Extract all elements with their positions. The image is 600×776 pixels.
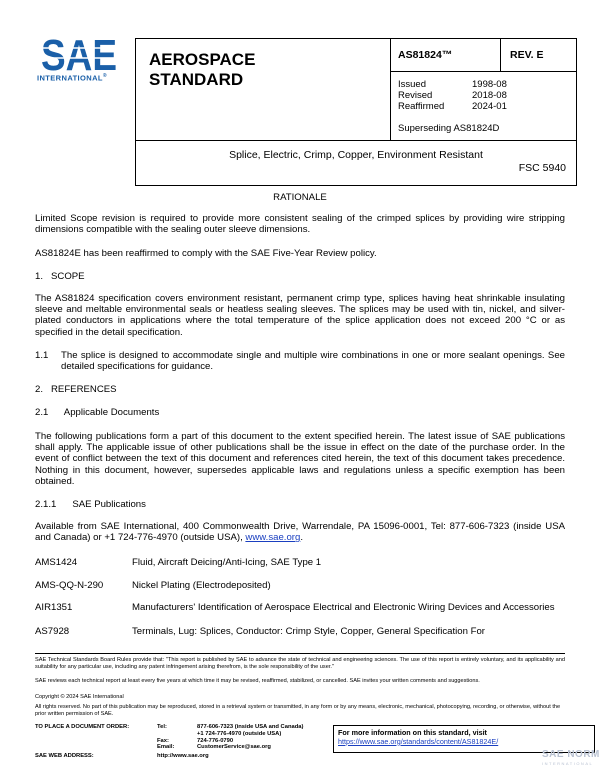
fsc-code: FSC 5940: [518, 162, 566, 174]
section-heading-scope: 1. SCOPE: [35, 271, 85, 282]
logo-subtitle: INTERNATIONAL®: [37, 73, 107, 83]
sae-website-link[interactable]: www.sae.org: [245, 532, 301, 544]
watermark-logo: SAE NORM: [542, 749, 600, 760]
reference-document-row: AMS1424 Fluid, Aircraft Deicing/Anti-Icing, SAE Type 1: [35, 557, 322, 568]
revision-label: REV. E: [510, 49, 544, 61]
section-heading-sae-publications: 2.1.1 SAE Publications: [35, 499, 146, 510]
footer-rights: All rights reserved. No part of this publication may be reproduced, stored in a retrieval system or transmitted, in any form or by any means, electronic, mechanical, photocopying, recording, or otherwise, without the prior written permission of SAE.: [35, 704, 561, 717]
svg-text:SAE: SAE: [41, 34, 117, 74]
rationale-heading: RATIONALE: [273, 192, 327, 203]
sae-logo: [40, 34, 118, 74]
superseding-note: Superseding AS81824D: [398, 123, 500, 134]
standard-type-title: AEROSPACE STANDARD: [149, 50, 256, 89]
section-heading-references: 2. REFERENCES: [35, 384, 117, 395]
footer-review: SAE reviews each technical report at least every five years at which time it may be revised, reaffirmed, stabilized, or cancelled. SAE invites your written comments and suggestions.: [35, 678, 480, 684]
document-dates: Issued 1998-08 Revised 2018-08 Reaffirmed 2024-01: [398, 79, 507, 112]
sae-publications-paragraph: Available from SAE International, 400 Commonwealth Drive, Warrendale, PA 15096-0001, Tel: 877-606-7323 (inside USA and Canada) or +1 724-776-4970 (outside USA), www.sae.org.: [35, 521, 565, 544]
footer-copyright: Copyright © 2024 SAE International: [35, 694, 124, 700]
watermark-subtitle: INTERNATIONAL: [542, 761, 594, 766]
standard-url-link[interactable]: https://www.sae.org/standards/content/AS81824E/: [338, 736, 499, 746]
document-subject: Splice, Electric, Crimp, Copper, Environment Resistant: [229, 149, 483, 161]
reference-document-row: AS7928 Terminals, Lug: Splices, Conductor: Crimp Style, Copper, General Specification For: [35, 626, 485, 637]
scope-subsection-1-1: 1.1 The splice is designed to accommodate single and multiple wire combinations in one or more sealant openings. See detailed specifications for guidance.: [35, 350, 565, 373]
more-info-title: For more information on this standard, visit: [338, 728, 487, 737]
rationale-paragraph: Limited Scope revision is required to provide more consistent sealing of the crimped splices by providing wire stripping dimensions compatible with the sealing outer sleeve dimensions.: [35, 213, 565, 236]
footer-divider: [35, 653, 565, 654]
footer-rules: SAE Technical Standards Board Rules provide that: "This report is published by SAE to advance the state of technical and engineering sciences. The use of this report is entirely voluntary, and its applicability and suitability for any particular use, including any patent infringement arising therefrom, is the sole responsibility of the user.": [35, 657, 565, 670]
reaffirmation-paragraph: AS81824E has been reaffirmed to comply with the SAE Five-Year Review policy.: [35, 248, 377, 259]
applicable-documents-paragraph: The following publications form a part of this document to the extent specified herein. The latest issue of SAE publications shall apply. The applicable issue of other publications shall be the issue in effect on the date of the purchase order. In the event of conflict between the text of this document and references cited herein, the text of this document takes precedence. Nothing in this document, however, supersedes applicable laws and regulations unless a specific exemption has been obtained.: [35, 431, 565, 487]
document-number: AS81824™: [398, 49, 453, 61]
reference-document-row: AIR1351 Manufacturers' Identification of Aerospace Electrical and Electronic Wiring Devices and Accessories: [35, 602, 555, 613]
order-contact-block: TO PLACE A DOCUMENT ORDER: Tel: 877-606-7323 (inside USA and Canada) +1 724-776-4970 (outside USA) Fax: 724-776-0790 Email: CustomerService@sae.org SAE WEB ADDRESS: http://www.sae.org: [35, 724, 304, 760]
section-heading-applicable-documents: 2.1 Applicable Documents: [35, 407, 160, 418]
reference-document-row: AMS-QQ-N-290 Nickel Plating (Electrodeposited): [35, 580, 271, 591]
scope-paragraph: The AS81824 specification covers environment resistant, permanent crimp type, splices having heat shrinkable insulating sleeve and meltable environmental seals or heatless sealing sleeves. The splices may be used with tin, nickel, and silver-plated conductors in applications where the total temperature of the splice application does not exceed 200 °C or as specified in the detail specification.: [35, 293, 565, 338]
